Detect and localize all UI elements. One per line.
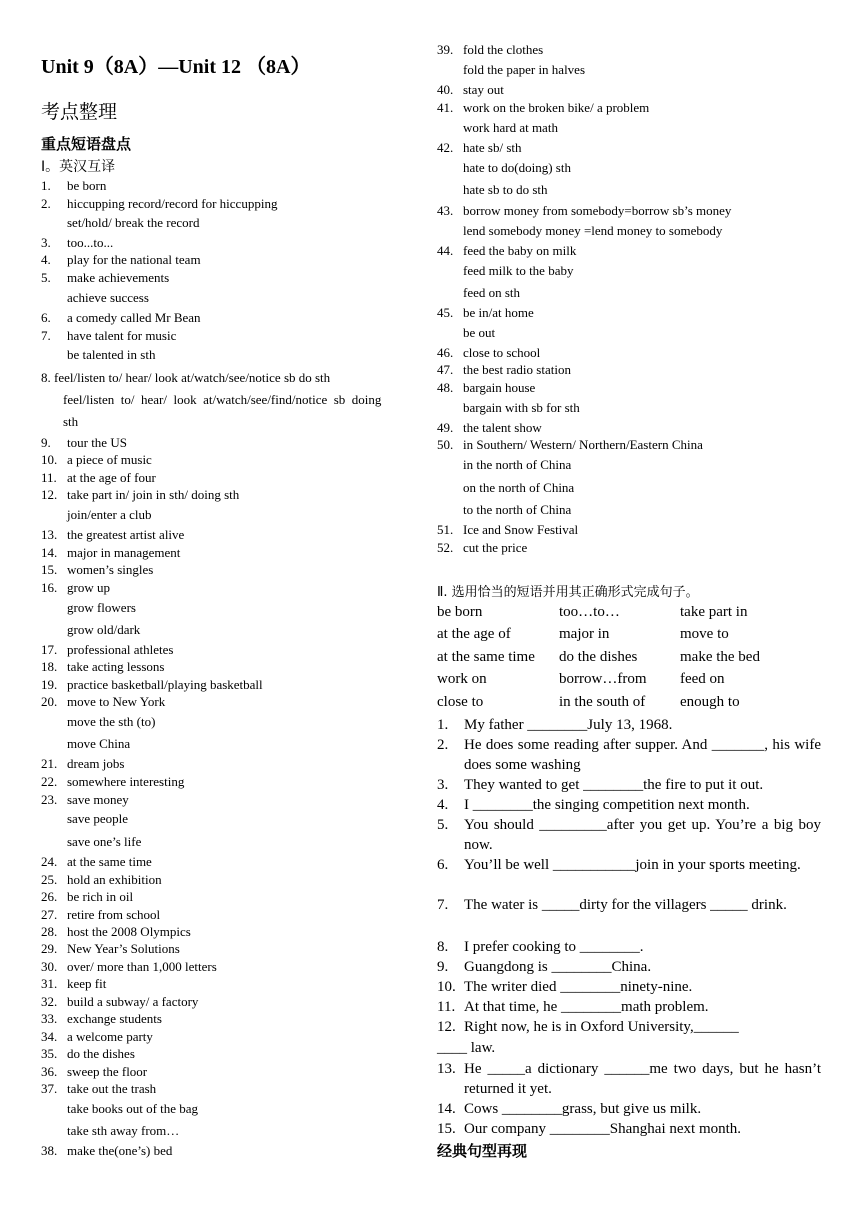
phrase-number: 34. [41,1029,58,1044]
phrase-text: set/hold/ break the record [67,215,200,230]
phrase-text: 8. feel/listen to/ hear/ look at/watch/see/notice sb do sth [41,370,331,385]
phrase-text: take acting lessons [67,659,165,674]
question-number: 8. [437,939,449,955]
phrase-number: 16. [41,580,58,595]
phrase-text: sweep the floor [67,1064,148,1079]
question-number: 4. [437,797,449,813]
phrase-text: a welcome party [67,1029,153,1044]
question-number: 2. [437,737,449,753]
phrase-text: save people [67,811,129,826]
phrase-number: 29. [41,941,58,956]
phrase-text: be born [67,178,107,193]
phrase-text: be rich in oil [67,889,134,904]
question-number: 12. [437,1019,456,1035]
closing-heading: 经典句型再现 [437,1142,528,1160]
phrase-text: have talent for music [67,328,177,343]
phrase-text: retire from school [67,907,161,922]
phrase-text: stay out [463,82,504,97]
phrase-number: 23. [41,792,58,807]
phrase-number: 7. [41,328,51,343]
phrase-number: 18. [41,659,58,674]
phrase-text: tour the US [67,435,127,450]
phrase-text: at the same time [67,854,152,869]
phrase-text: New Year’s Solutions [67,941,180,956]
phrase-number: 37. [41,1081,58,1096]
phrase-text: over/ more than 1,000 letters [67,959,217,974]
phrase-text: professional athletes [67,642,174,657]
question-text: Cows ________grass, but give us milk. [464,1101,702,1117]
question-text: I ________the singing competition next month. [464,797,750,813]
phrase-bank-cell: feed on [680,671,725,687]
phrase-number: 28. [41,924,58,939]
phrase-number: 13. [41,527,58,542]
phrase-text: join/enter a club [67,507,152,522]
phrase-text: in Southern/ Western/ Northern/Eastern China [463,437,703,452]
phrase-number: 42. [437,140,454,155]
question-number: 11. [437,999,456,1015]
phrase-bank-cell: borrow…from [559,671,647,687]
phrase-bank-cell: make the bed [680,649,760,665]
phrase-text: fold the clothes [463,42,544,57]
question-text: I prefer cooking to ________. [464,939,644,955]
phrase-number: 26. [41,889,58,904]
phrase-number: 24. [41,854,58,869]
question-number: 9. [437,959,449,975]
part2-heading: Ⅱ. 选用恰当的短语并用其正确形式完成句子。 [437,585,699,600]
question-text: At that time, he ________math problem. [464,999,709,1015]
phrase-text: at the age of four [67,470,156,485]
phrase-number: 14. [41,545,58,560]
question-number: 1. [437,717,449,733]
section-heading: 考点整理 [41,101,118,123]
phrase-number: 51. [437,522,454,537]
sub-heading: 重点短语盘点 [41,135,132,153]
phrase-text: take sth away from… [67,1123,180,1138]
phrase-text: feed milk to the baby [463,263,574,278]
question-text: My father ________July 13, 1968. [464,717,673,733]
phrase-text: practice basketball/playing basketball [67,677,263,692]
phrase-number: 1. [41,178,51,193]
phrase-number: 22. [41,774,58,789]
phrase-text: build a subway/ a factory [67,994,199,1009]
phrase-number: 49. [437,420,454,435]
question-number: 6. [437,857,449,873]
question-text: Our company ________Shanghai next month. [464,1121,742,1137]
phrase-text: bargain with sb for sth [463,400,580,415]
phrase-text: bargain house [463,380,536,395]
question-number: 10. [437,979,456,995]
phrase-number: 27. [41,907,58,922]
phrase-text: move to New York [67,694,166,709]
phrase-number: 31. [41,976,58,991]
question-text: Guangdong is ________China. [464,959,652,975]
phrase-number: 43. [437,203,454,218]
phrase-number: 52. [437,540,454,555]
question-number: 3. [437,777,449,793]
phrase-number: 10. [41,452,58,467]
phrase-text: on the north of China [463,480,575,495]
phrase-text: a piece of music [67,452,152,467]
phrase-bank-cell: enough to [680,694,740,710]
question-number: 13. [437,1061,456,1077]
phrase-number: 21. [41,756,58,771]
phrase-text: move the sth (to) [67,714,156,729]
phrase-number: 35. [41,1046,58,1061]
phrase-text: lend somebody money =lend money to somebody [463,223,723,238]
phrase-text: the best radio station [463,362,571,377]
phrase-number: 20. [41,694,58,709]
phrase-text: sth [63,414,79,429]
phrase-number: 46. [437,345,454,360]
phrase-text: major in management [67,545,181,560]
phrase-text: cut the price [463,540,528,555]
phrase-text: the talent show [463,420,542,435]
phrase-text: host the 2008 Olympics [67,924,191,939]
phrase-bank-cell: too…to… [559,604,620,620]
phrase-text: grow up [67,580,110,595]
phrase-number: 19. [41,677,58,692]
phrase-text: fold the paper in halves [463,62,586,77]
phrase-text: save money [67,792,129,807]
phrase-text: be out [463,325,496,340]
question-number: 15. [437,1121,456,1137]
phrase-text: be in/at home [463,305,534,320]
phrase-text: hiccupping record/record for hiccupping [67,196,278,211]
phrase-text: women’s singles [67,562,154,577]
phrase-bank-cell: major in [559,626,610,642]
question-text: You should _________after you get up. You’re a big boy now. [464,817,821,853]
phrase-text: close to school [463,345,541,360]
phrase-bank-cell: work on [437,671,487,687]
question-number: 5. [437,817,449,833]
phrase-text: in the north of China [463,457,572,472]
phrase-text: somewhere interesting [67,774,185,789]
phrase-bank-cell: close to [437,694,484,710]
question-text: The water is _____dirty for the villagers _____ drink. [464,897,787,913]
phrase-text: grow flowers [67,600,136,615]
phrase-number: 50. [437,437,454,452]
phrase-text: hold an exhibition [67,872,162,887]
phrase-text: work hard at math [463,120,558,135]
phrase-number: 6. [41,310,51,325]
phrase-number: 32. [41,994,58,1009]
phrase-number: 25. [41,872,58,887]
phrase-bank-cell: take part in [680,604,748,620]
phrase-text: take out the trash [67,1081,157,1096]
phrase-text: hate sb to do sth [463,182,548,197]
phrase-bank-cell: move to [680,626,729,642]
phrase-number: 15. [41,562,58,577]
question-number: 14. [437,1101,456,1117]
question-number: 7. [437,897,449,913]
phrase-text: hate sb/ sth [463,140,522,155]
phrase-text: be talented in sth [67,347,156,362]
question-text: ____ law. [437,1040,496,1056]
phrase-number: 11. [41,470,57,485]
phrase-number: 17. [41,642,58,657]
part1-heading: Ⅰ。英汉互译 [41,159,116,175]
question-text: The writer died ________ninety-nine. [464,979,693,995]
phrase-text: to the north of China [463,502,572,517]
phrase-text: dream jobs [67,756,125,771]
question-text: They wanted to get ________the fire to put it out. [464,777,764,793]
phrase-text: exchange students [67,1011,162,1026]
phrase-number: 3. [41,235,51,250]
question-text: He _____a dictionary ______me two days, but he hasn’t returned it yet. [464,1061,821,1097]
phrase-text: do the dishes [67,1046,135,1061]
phrase-text: take books out of the bag [67,1101,199,1116]
phrase-number: 44. [437,243,454,258]
phrase-text: take part in/ join in sth/ doing sth [67,487,240,502]
phrase-number: 12. [41,487,58,502]
phrase-bank-cell: do the dishes [559,649,638,665]
phrase-text: the greatest artist alive [67,527,185,542]
page-title: Unit 9（8A）—Unit 12 （8A） [41,56,311,78]
phrase-bank-cell: be born [437,604,483,620]
phrase-text: feed on sth [463,285,521,300]
phrase-number: 47. [437,362,454,377]
phrase-text: work on the broken bike/ a problem [463,100,650,115]
phrase-number: 41. [437,100,454,115]
phrase-bank-cell: at the age of [437,626,511,642]
phrase-text: make the(one’s) bed [67,1143,173,1158]
phrase-text: hate to do(doing) sth [463,160,571,175]
phrase-text: move China [67,736,131,751]
phrase-number: 36. [41,1064,58,1079]
phrase-number: 33. [41,1011,58,1026]
phrase-number: 5. [41,270,51,285]
question-text: He does some reading after supper. And _______, his wife does some washing [464,737,821,773]
phrase-bank-cell: at the same time [437,649,535,665]
phrase-number: 30. [41,959,58,974]
phrase-number: 45. [437,305,454,320]
phrase-number: 48. [437,380,454,395]
phrase-number: 4. [41,252,51,267]
phrase-text: achieve success [67,290,149,305]
phrase-text: play for the national team [67,252,201,267]
phrase-text: feel/listen to/ hear/ look at/watch/see/find/notice sb doing [63,392,382,407]
phrase-text: keep fit [67,976,107,991]
phrase-bank-cell: in the south of [559,694,646,710]
phrase-text: save one’s life [67,834,142,849]
question-text: Right now, he is in Oxford University,______ [464,1019,739,1035]
phrase-number: 40. [437,82,454,97]
phrase-text: Ice and Snow Festival [463,522,579,537]
phrase-text: make achievements [67,270,170,285]
phrase-text: feed the baby on milk [463,243,577,258]
phrase-number: 38. [41,1143,58,1158]
phrase-number: 9. [41,435,51,450]
phrase-text: a comedy called Mr Bean [67,310,201,325]
phrase-text: borrow money from somebody=borrow sb’s money [463,203,732,218]
question-text: You’ll be well ___________join in your sports meeting. [464,857,801,873]
phrase-number: 39. [437,42,454,57]
phrase-text: grow old/dark [67,622,141,637]
phrase-text: too...to... [67,235,114,250]
phrase-number: 2. [41,196,51,211]
